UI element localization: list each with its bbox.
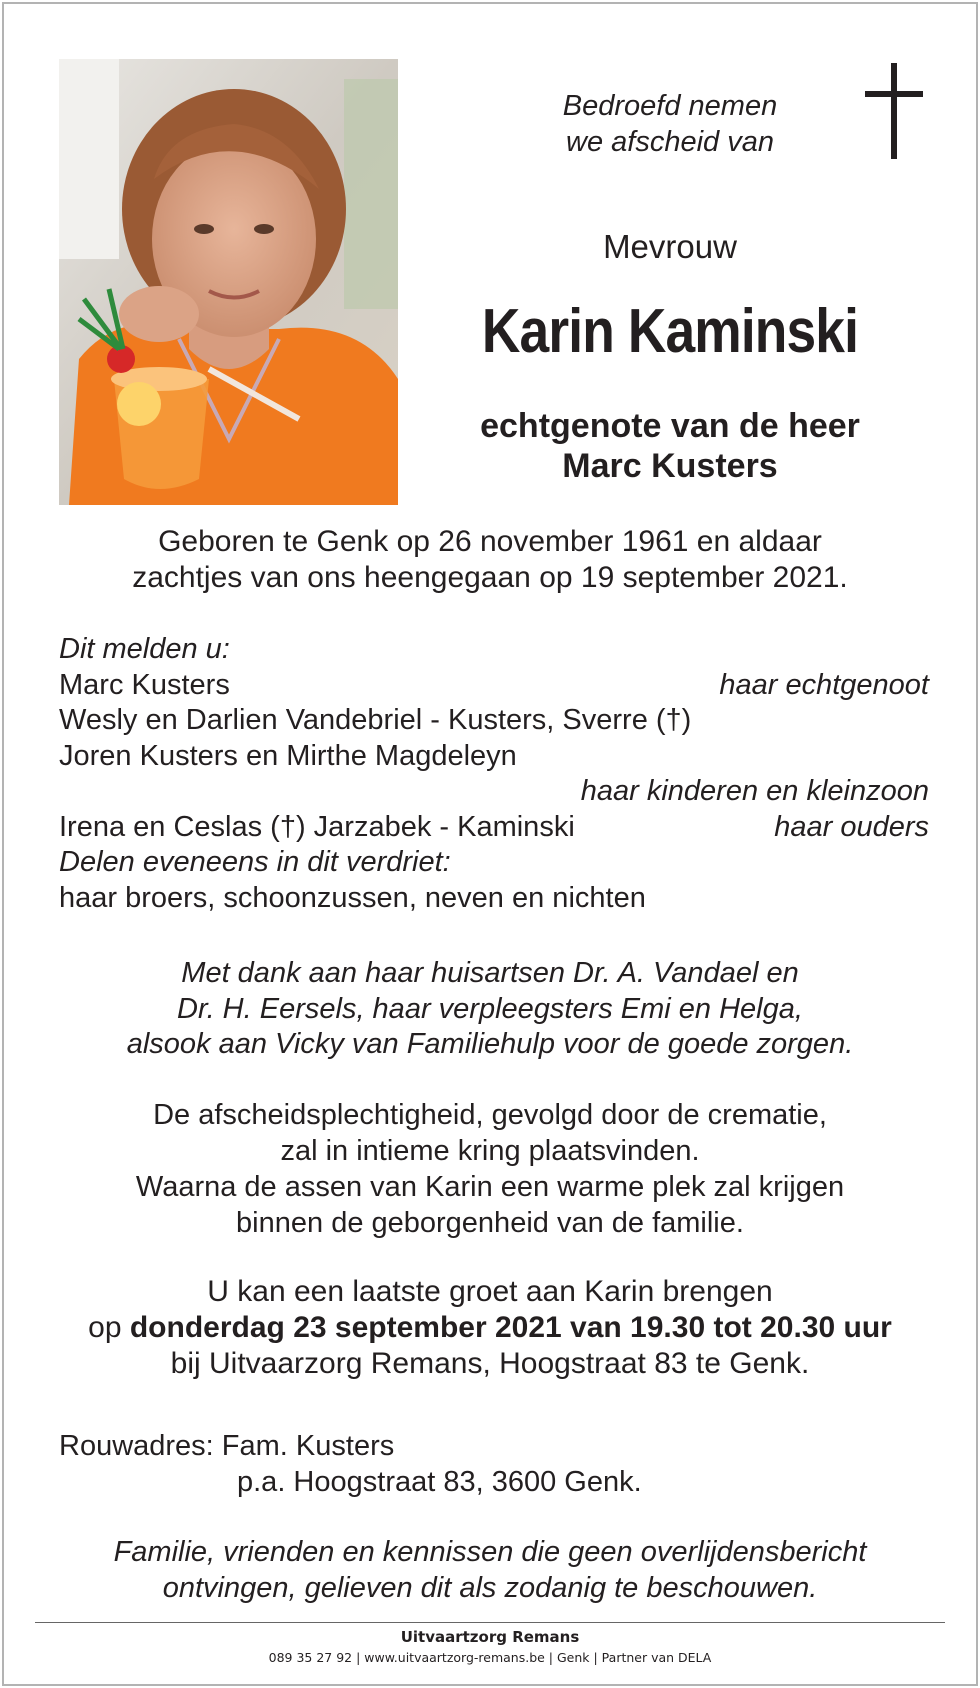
ceremony-line: De afscheidsplechtigheid, gevolgd door de crematie, [153, 1099, 827, 1131]
family-list [59, 632, 929, 916]
family-row [59, 668, 929, 704]
deceased-name: Karin Kaminski [481, 297, 859, 366]
ceremony-line: binnen de geborgenheid van de familie. [236, 1207, 744, 1239]
spouse-line-1: echtgenote van de heer [480, 407, 860, 445]
visit-date-time: donderdag 23 september 2021 van 19.30 tot 20.30 uur [129, 1311, 892, 1344]
note-line-2: ontvingen, gelieven dit als zodanig te beschouwen. [162, 1572, 818, 1604]
family-row-relation: haar echtgenoot [719, 668, 929, 701]
closing-note [0, 1534, 980, 1606]
family-row: Joren Kusters en Mirthe Magdeleyn [59, 739, 517, 772]
family-row: Wesly en Darlien Vandebriel - Kusters, Sverre (†) [59, 704, 692, 736]
intro-text [520, 88, 820, 160]
cross-icon [865, 63, 923, 159]
family-row [59, 774, 929, 810]
thanks-line: alsook aan Vicky van Familiehulp voor de goede zorgen. [126, 1028, 854, 1060]
share-heading: Delen eveneens in dit verdriet: [59, 846, 451, 878]
address-line-2: p.a. Hoogstraat 83, 3600 Genk. [237, 1466, 642, 1498]
family-heading: Dit melden u: [59, 633, 230, 665]
funeral-home-contact: 089 35 27 92 | www.uitvaartzorg-remans.be | Genk | Partner van DELA [268, 1650, 712, 1665]
family-row-name: Marc Kusters [59, 668, 230, 701]
visit-line-2 [0, 1310, 980, 1346]
born-line-1: Geboren te Genk op 26 november 1961 en aldaar [158, 525, 822, 558]
visit-line-1: U kan een laatste groet aan Karin brengen [207, 1275, 773, 1308]
visit-line-3: bij Uitvaarzorg Remans, Hoogstraat 83 te Genk. [170, 1347, 810, 1380]
born-line-2: zachtjes van ons heengegaan op 19 september 2021. [132, 561, 848, 594]
funeral-home-name: Uitvaartzorg Remans [400, 1628, 580, 1646]
honorific: Mevrouw [603, 228, 737, 265]
birth-death-info [0, 524, 980, 596]
family-row-name: Irena en Ceslas (†) Jarzabek - Kaminski [59, 810, 575, 843]
ceremony-text [0, 1097, 980, 1241]
spouse-info [430, 406, 910, 486]
ceremony-line: Waarna de assen van Karin een warme plek zal krijgen [135, 1171, 845, 1203]
thanks-text [0, 956, 980, 1063]
address-line-1: Rouwadres: Fam. Kusters [59, 1430, 395, 1462]
thanks-line: Dr. H. Eersels, haar verpleegsters Emi en Helga, [177, 992, 803, 1025]
spouse-line-2: Marc Kusters [562, 447, 778, 485]
footer-divider [35, 1622, 945, 1623]
intro-line-1: Bedroefd nemen [562, 90, 778, 122]
visit-prefix: op [88, 1311, 130, 1344]
mourning-address [59, 1428, 642, 1500]
portrait-photo [59, 59, 398, 505]
share-text: haar broers, schoonzussen, neven en nichten [59, 881, 646, 914]
family-row-relation: haar kinderen en kleinzoon [580, 775, 929, 807]
intro-line-2: we afscheid van [566, 126, 774, 158]
thanks-line: Met dank aan haar huisartsen Dr. A. Vandael en [181, 957, 799, 989]
family-row-relation: haar ouders [774, 810, 929, 843]
family-row [59, 810, 929, 846]
note-line-1: Familie, vrienden en kennissen die geen overlijdensbericht [113, 1536, 867, 1568]
visitation-info [0, 1274, 980, 1382]
ceremony-line: zal in intieme kring plaatsvinden. [280, 1135, 700, 1167]
